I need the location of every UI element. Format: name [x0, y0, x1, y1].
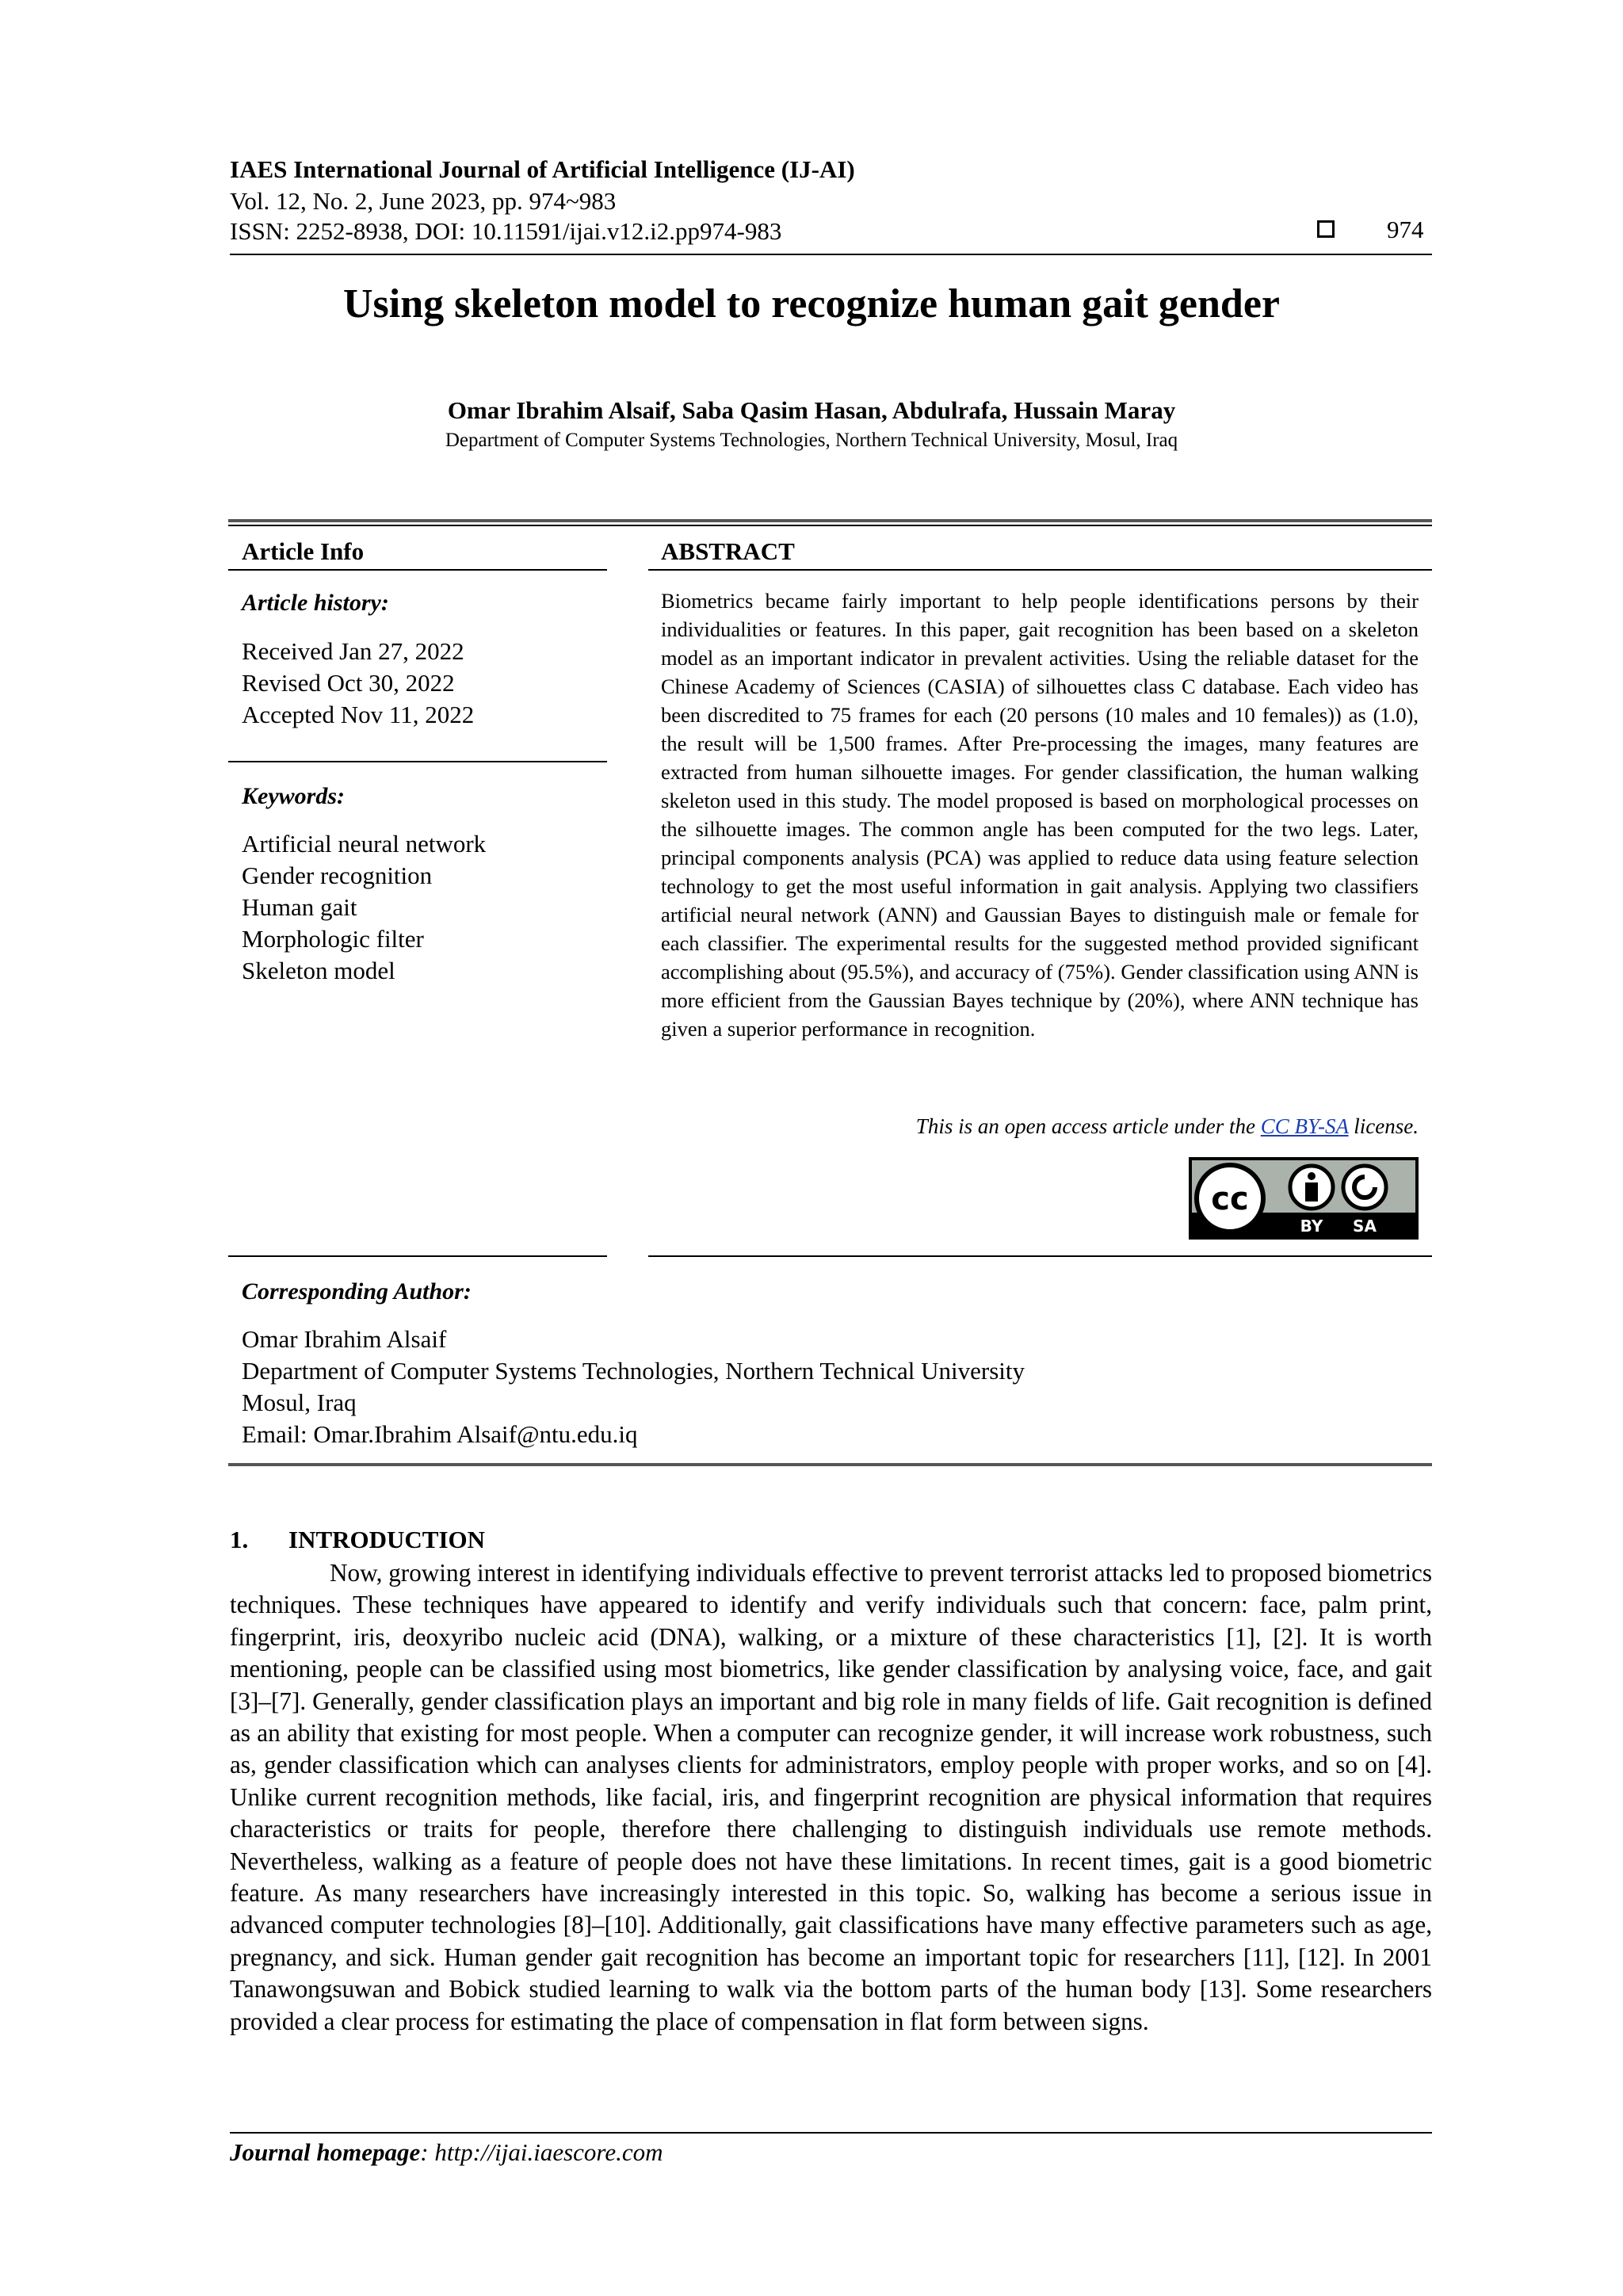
square-bullet-icon [1317, 220, 1335, 238]
journal-homepage [230, 2138, 663, 2167]
cc-by-sa-link[interactable]: CC BY-SA [1260, 1114, 1349, 1138]
article-info-heading: Article Info [242, 537, 365, 565]
info-bottom-divider [228, 1255, 607, 1257]
badge-by-text: BY [1300, 1217, 1323, 1236]
abstract-text: Biometrics became fairly important to help people identifications persons by their individualities or features. In this paper, gait recognition has been based on a skeleton model as an important indicator in prevalent activities. Using the reliable dataset for the Chinese Academy of Sciences (CASIA) of silhouettes class C database. Each video has been discredited to 75 frames for each (20 persons (10 males and 10 females)) as (1.0), the result will be 1,500 frames. After Pre-processing the images, many features are extracted from human silhouette images. For gender classification, the human walking skeleton used in this study. The model proposed is based on morphological processes on the silhouette images. The common angle has been computed for the two legs. Later, principal components analysis (PCA) was applied to reduce data using feature selection technology to get the most useful information in gait analysis. Applying two classifiers artificial neural network (ANN) and Gaussian Bayes to distinguish male or female for each classifier. The experimental results for the suggested method provided significant accomplishing about (95.5%), and accuracy of (75%). Gender classification using ANN is more efficient from the Gaussian Bayes technique by (20%), where ANN technique has given a superior performance in recognition. [661, 589, 1419, 1041]
corresponding-city: Mosul, Iraq [242, 1389, 357, 1416]
corresponding-department: Department of Computer Systems Technologies, Northern Technical University [242, 1357, 1025, 1385]
revised-date: Revised Oct 30, 2022 [242, 669, 455, 697]
homepage-label: Journal homepage [230, 2138, 421, 2166]
license-prefix: This is an open access article under the [915, 1114, 1261, 1138]
keyword-item: Gender recognition [242, 861, 433, 889]
abstract-bottom-divider [648, 1255, 1432, 1257]
article-history-heading: Article history: [242, 590, 389, 616]
corresponding-email: Email: Omar.Ibrahim Alsaif@ntu.edu.iq [242, 1420, 638, 1448]
section-title: INTRODUCTION [288, 1526, 486, 1553]
journal-name: IAES International Journal of Artificial Intelligence (IJ-AI) [230, 155, 855, 183]
cc-by-sa-badge-icon[interactable] [1189, 1157, 1419, 1240]
info-bottom-thick-divider [228, 1463, 1432, 1466]
author-list: Omar Ibrahim Alsaif, Saba Qasim Hasan, Abdulrafa, Hussain Maray [447, 396, 1176, 424]
abstract-heading: ABSTRACT [661, 537, 795, 565]
keyword-item: Skeleton model [242, 957, 395, 984]
badge-cc-text: cc [1211, 1181, 1249, 1217]
badge-sa-text: SA [1353, 1217, 1377, 1236]
keyword-item: Artificial neural network [242, 830, 487, 858]
author-affiliation: Department of Computer Systems Technologies, Northern Technical University, Mosul, Iraq [445, 430, 1178, 451]
homepage-url[interactable]: : http://ijai.iaescore.com [420, 2138, 663, 2166]
abstract-divider [648, 569, 1432, 571]
info-top-divider-thin [228, 525, 1432, 526]
volume-info: Vol. 12, No. 2, June 2023, pp. 974~983 [230, 187, 617, 215]
footer-divider [230, 2132, 1432, 2134]
corresponding-heading: Corresponding Author: [242, 1278, 472, 1305]
keywords-heading: Keywords: [242, 783, 345, 809]
info-top-divider [228, 519, 1432, 522]
corresponding-name: Omar Ibrahim Alsaif [242, 1325, 447, 1353]
paper-title: Using skeleton model to recognize human gait gender [343, 281, 1280, 327]
section-heading-introduction [230, 1526, 485, 1554]
license-statement [661, 1114, 1419, 1139]
introduction-paragraph: Now, growing interest in identifying individuals effective to prevent terrorist attacks led to proposed biometrics techniques. These techniques have appeared to identify and verify individuals such that concern: face, palm print, fingerprint, iris, deoxyribo nucleic acid (DNA), walking, or a mixture of these characteristics [1], [2]. It is worth mentioning, people can be classified using most biometrics, like gender classification by analysing voice, face, and gait [3]–[7]. Generally, gender classification plays an important and big role in many fields of life. Gait recognition is defined as an ability that existing for most people. When a computer can recognize gender, it will increase work robustness, such as, gender classification which can analyses clients for administrators, employ people with proper works, and so on [4]. Unlike current recognition methods, like facial, iris, and fingerprint recognition are physical information that requires characteristics or traits for people, therefore there challenging to distinguish individuals use remote methods. Nevertheless, walking as a feature of people does not have these limitations. In recent times, gait is a good biometric feature. As many researchers have increasingly interested in this topic. So, walking has become a serious issue in advanced computer technologies [8]–[10]. Additionally, gait classifications have many effective parameters such as age, pregnancy, and sick. Human gender gait recognition has become an important topic for researchers [11], [12]. In 2001 Tanawongsuwan and Bobick studied learning to walk via the bottom parts of the human body [13]. Some researchers provided a clear process for estimating the place of compensation in flat form between signs. [230, 1559, 1432, 2035]
license-suffix: license. [1348, 1114, 1419, 1138]
received-date: Received Jan 27, 2022 [242, 637, 464, 665]
header-divider [230, 254, 1432, 255]
keyword-item: Human gait [242, 893, 357, 921]
article-info-divider [228, 569, 607, 571]
keyword-item: Morphologic filter [242, 925, 424, 953]
page-number: 974 [1387, 216, 1424, 243]
section-number: 1. [230, 1526, 249, 1553]
keywords-divider [228, 761, 607, 762]
issn-doi: ISSN: 2252-8938, DOI: 10.11591/ijai.v12.i2.pp974-983 [230, 217, 782, 245]
accepted-date: Accepted Nov 11, 2022 [242, 701, 475, 728]
